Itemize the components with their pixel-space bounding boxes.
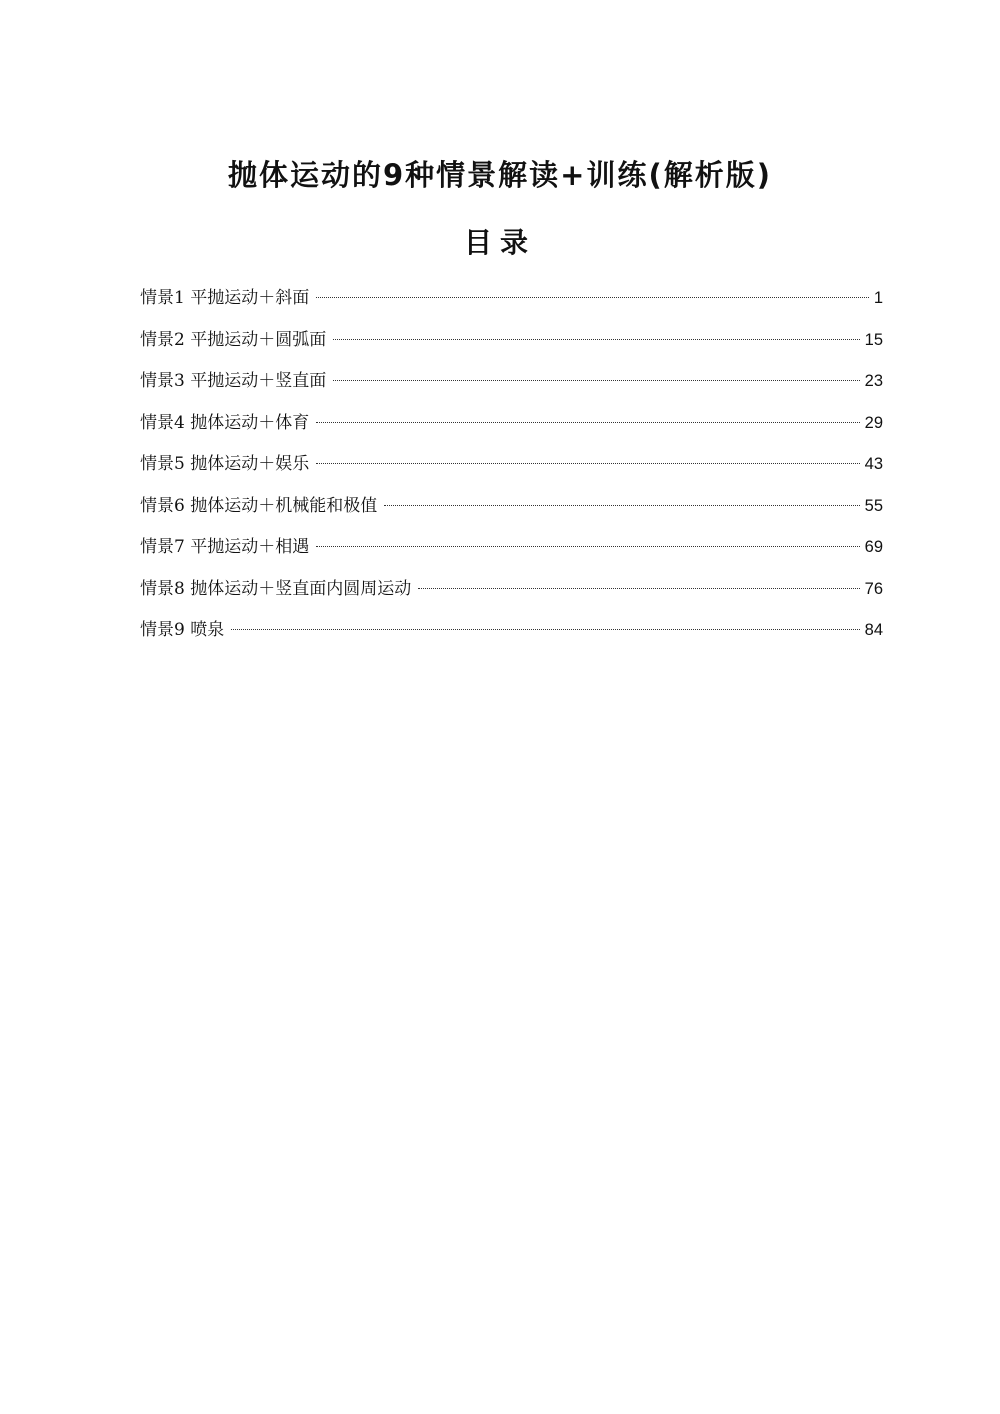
toc-entry-1[interactable] [140,278,883,320]
toc-entry-label: 情景8 抛体运动＋竖直面内圆周运动 [140,578,412,599]
toc-heading: 目录 [463,226,536,259]
toc-entry-page-number: 29 [864,413,883,432]
toc-entry-page-number: 1 [873,289,883,307]
toc-entry-label: 情景9 喷泉 [140,620,225,640]
toc-dot-leader [316,546,859,547]
toc-entry-page-number: 69 [864,538,883,556]
toc-dot-leader [316,463,859,464]
toc-entry-8[interactable] [140,569,883,611]
toc-entry-page-number: 23 [864,372,883,390]
toc-dot-leader [384,505,859,506]
toc-entry-label: 情景5 抛体运动＋娱乐 [140,454,310,474]
toc-entry-page-number: 76 [864,579,883,598]
toc-entry-label: 情景2 平抛运动＋圆弧面 [140,329,327,350]
toc-dot-leader [231,629,859,630]
toc-entry-page-number: 43 [864,455,883,473]
toc-entry-label: 情景7 平抛运动＋相遇 [140,537,310,557]
toc-dot-leader [418,588,859,589]
toc-entry-4[interactable] [140,403,883,445]
toc-dot-leader [333,380,859,381]
table-of-contents [140,278,883,652]
toc-entry-label: 情景3 平抛运动＋竖直面 [140,371,327,391]
toc-entry-label: 情景4 抛体运动＋体育 [140,412,310,433]
toc-entry-2[interactable] [140,320,883,362]
toc-entry-3[interactable] [140,361,883,403]
toc-entry-page-number: 15 [864,330,883,349]
toc-entry-page-number: 84 [864,621,883,639]
toc-entry-page-number: 55 [864,496,883,515]
toc-dot-leader [316,297,869,298]
toc-entry-5[interactable] [140,444,883,486]
toc-entry-6[interactable] [140,486,883,528]
toc-dot-leader [316,422,859,423]
toc-entry-label: 情景1 平抛运动＋斜面 [140,288,310,308]
toc-entry-7[interactable] [140,527,883,569]
toc-entry-label: 情景6 抛体运动＋机械能和极值 [140,495,378,516]
document-title: 抛体运动的9种情景解读+训练(解析版) [228,158,772,192]
toc-entry-9[interactable] [140,610,883,652]
toc-dot-leader [333,339,859,340]
